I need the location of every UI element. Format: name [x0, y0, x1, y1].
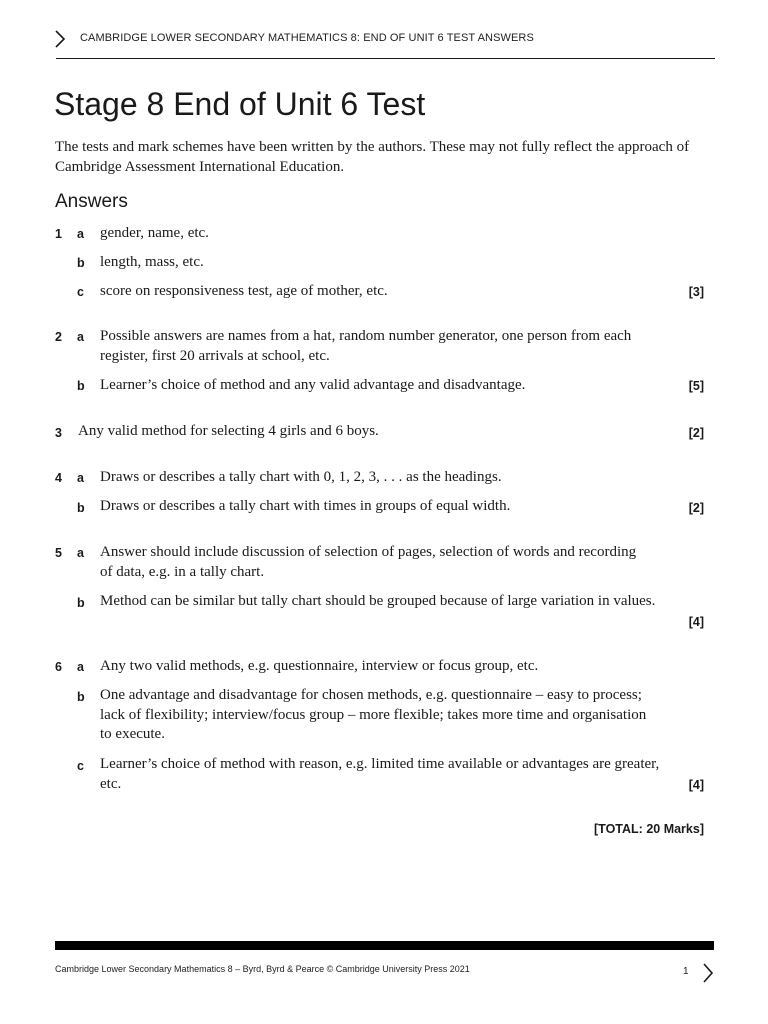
marks: [2] — [688, 501, 704, 515]
answer-text: Answer should include discussion of selection of pages, selection of words and recording of data, e.g. in a tally chart. — [100, 544, 637, 580]
total-marks: [TOTAL: 20 Marks] — [594, 822, 704, 836]
part-label: b — [77, 501, 85, 515]
answer-text: score on responsiveness test, age of mother, etc. — [100, 283, 388, 299]
question-number: 5 — [55, 546, 62, 560]
answer-text: One advantage and disadvantage for chosen methods, e.g. questionnaire – easy to process; lack of flexibility; interview/focus group – more flexible; takes more time and organisation to execute. — [100, 687, 647, 742]
footer-credit: Cambridge Lower Secondary Mathematics 8 – Byrd, Byrd & Pearce © Cambridge University Press 2021 — [55, 964, 470, 974]
question-number: 4 — [55, 471, 62, 485]
answer-text: Any two valid methods, e.g. questionnaire, interview or focus group, etc. — [100, 658, 539, 674]
marks: [5] — [688, 379, 704, 393]
header-rule — [56, 58, 715, 59]
question-number: 6 — [55, 660, 62, 674]
question-number: 1 — [55, 227, 62, 241]
intro-paragraph: The tests and mark schemes have been written by the authors. These may not fully reflect the approach of Cambridge Assessment International Education. — [55, 139, 690, 175]
answer-text: Learner’s choice of method with reason, e.g. limited time available or advantages are greater, etc. — [100, 756, 660, 792]
part-label: b — [77, 256, 85, 270]
part-label: a — [77, 471, 84, 485]
page-number: 1 — [683, 966, 689, 977]
answer-text: Learner’s choice of method and any valid advantage and disadvantage. — [100, 377, 526, 393]
chevron-right-icon — [700, 963, 716, 983]
question-number: 3 — [55, 426, 62, 440]
part-label: b — [77, 690, 85, 704]
marks: [4] — [688, 778, 704, 792]
marks: [2] — [688, 426, 704, 440]
answer-text: length, mass, etc. — [100, 254, 204, 270]
part-label: a — [77, 330, 84, 344]
footer-bar — [55, 941, 714, 950]
chevron-right-icon — [51, 30, 69, 48]
marks: [4] — [688, 615, 704, 629]
marks: [3] — [688, 285, 704, 299]
part-label: b — [77, 596, 85, 610]
part-label: c — [77, 759, 84, 773]
answer-text: Method can be similar but tally chart should be grouped because of large variation in values. — [100, 593, 656, 609]
running-header: CAMBRIDGE LOWER SECONDARY MATHEMATICS 8: END OF UNIT 6 TEST ANSWERS — [80, 32, 534, 44]
answer-text: Draws or describes a tally chart with times in groups of equal width. — [100, 498, 511, 514]
part-label: a — [77, 227, 84, 241]
part-label: a — [77, 546, 84, 560]
answer-text: Any valid method for selecting 4 girls and 6 boys. — [78, 423, 379, 439]
answer-text: Draws or describes a tally chart with 0, 1, 2, 3, . . . as the headings. — [100, 469, 502, 485]
answer-text: Possible answers are names from a hat, random number generator, one person from each register, first 20 arrivals at school, etc. — [100, 328, 632, 364]
part-label: c — [77, 285, 84, 299]
page-title: Stage 8 End of Unit 6 Test — [54, 86, 426, 122]
part-label: a — [77, 660, 84, 674]
answer-text: gender, name, etc. — [100, 225, 209, 241]
answers-heading: Answers — [55, 191, 128, 212]
question-number: 2 — [55, 330, 62, 344]
part-label: b — [77, 379, 85, 393]
